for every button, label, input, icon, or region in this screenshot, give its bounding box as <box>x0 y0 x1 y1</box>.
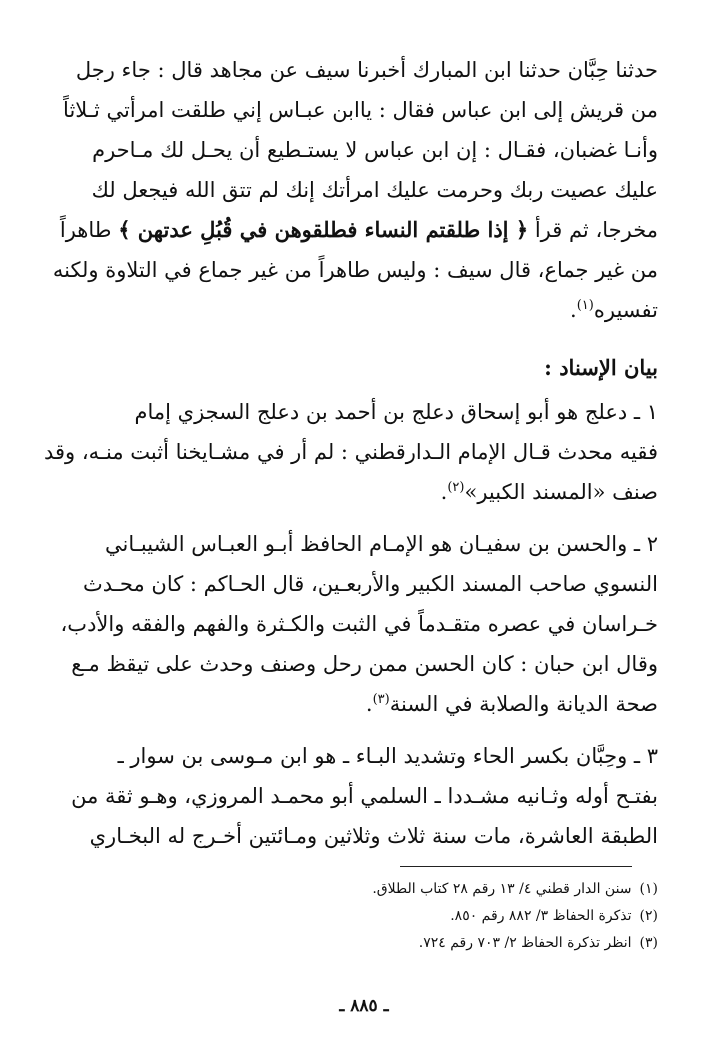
text-fragment: صنف «المسند الكبير» <box>464 480 658 504</box>
text-line: الطبقة العاشرة، مات سنة ثلاث وثلاثين ومـائتين أخـرج له البخـاري <box>89 824 658 848</box>
intro-paragraph <box>52 50 658 330</box>
footnote-item <box>68 876 658 903</box>
text-line: بفتـح أوله وثـانيه مشـددا ـ السلمي أبو محمـد المروزي، وهـو ثقة من <box>71 784 658 808</box>
footnotes <box>68 876 658 957</box>
footnote-number: (٣) <box>639 935 658 951</box>
text-line: حدثنا حِبَّان حدثنا ابن المبارك أخبرنا سيف عن مجاهد قال : جاء رجل <box>75 58 658 82</box>
text-line: ١ ـ دعلج هو أبو إسحاق دعلج بن أحمد بن دعلج السجزي إمام <box>134 400 658 424</box>
quran-verse: ﴿ إذا طلقتم النساء فطلقوهن في قُبُلِ عدتهن ﴾ <box>118 217 529 242</box>
footnote-item <box>68 930 658 957</box>
text-fragment: تفسيره <box>593 298 658 322</box>
footnote-number: (٢) <box>639 908 658 924</box>
footnote-text: تذكرة الحفاظ ٣/ ٨٨٢ رقم ٨٥٠. <box>450 908 632 924</box>
footnote-text: سنن الدار قطني ٤/ ١٣ رقم ٢٨ كتاب الطلاق. <box>372 881 632 897</box>
text-line: خـراسان في عصره متقـدماً في الثبت والكـثرة والفهم والفقه والأدب، <box>60 612 658 636</box>
page-number: ـ ٨٨٥ ـ <box>339 996 389 1016</box>
text-line <box>68 684 658 724</box>
text-fragment: صحة الديانة والصلابة في السنة <box>389 692 658 716</box>
text-line: وأنـا غضبان، فقـال : إن ابن عباس لا يستـطيع أن يحـل لك مـاحرم <box>92 138 658 162</box>
footnote-reference: (٣) <box>372 692 390 707</box>
text-line <box>68 472 658 512</box>
text-fragment: مخرجا، ثم قرأ <box>534 218 658 242</box>
text-line: وقال ابن حبان : كان الحسن ممن رحل وصنف وحدث على تيقظ مـع <box>71 652 658 676</box>
text-line: عليك عصيت ربك وحرمت عليك امرأتك إنك لم تتق الله فيجعل لك <box>91 178 658 202</box>
footnote-divider <box>400 866 632 867</box>
narrator-item-2 <box>60 524 658 724</box>
text-line: ٣ ـ وحِبَّان بكسر الحاء وتشديد البـاء ـ هو ابن مـوسى بن سوار ـ <box>117 744 658 768</box>
text-fragment: . <box>440 480 448 504</box>
footnote-text: انظر تذكرة الحفاظ ٢/ ٧٠٣ رقم ٧٢٤. <box>418 935 632 951</box>
footnote-number: (١) <box>639 881 658 897</box>
footnote-reference: (١) <box>576 298 594 313</box>
text-fragment: طاهراً <box>59 218 112 242</box>
text-line <box>59 210 658 250</box>
text-line: من غير جماع، قال سيف : وليس طاهراً من غير جماع في التلاوة ولكنه <box>52 258 658 282</box>
text-line <box>68 290 658 330</box>
page-body <box>43 50 658 856</box>
narrator-item-1 <box>43 392 658 512</box>
footnote-reference: (٢) <box>447 480 465 495</box>
narrator-item-3 <box>68 736 658 856</box>
text-line: فقيه محدث قـال الإمام الـدارقطني : لم أر في مشـايخنا أثبت منـه، وقد <box>43 440 658 464</box>
footnote-item <box>68 903 658 930</box>
section-heading: بيان الإسناد : <box>544 355 658 380</box>
text-fragment: . <box>365 692 373 716</box>
text-line: النسوي صاحب المسند الكبير والأربعـين، قال الحـاكم : كان محـدث <box>82 572 658 596</box>
text-fragment: . <box>570 298 577 322</box>
text-line: من قريش إلى ابن عباس فقال : ياابن عبـاس إني طلقت امرأتي ثـلاثاً <box>63 98 658 122</box>
text-line: ٢ ـ والحسن بن سفيـان هو الإمـام الحافظ أبـو العبـاس الشيبـاني <box>105 532 658 556</box>
